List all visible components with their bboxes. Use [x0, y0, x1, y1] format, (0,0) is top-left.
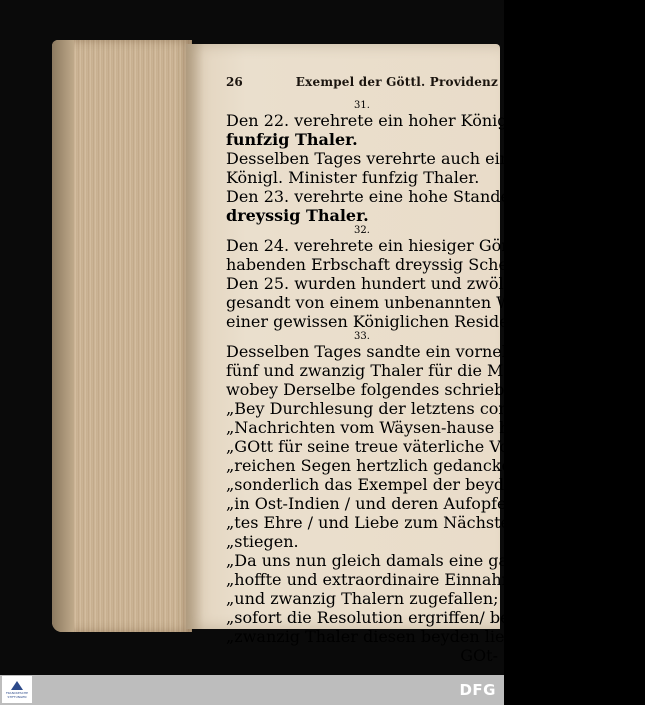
text-line: Den 22. verehrete ein hoher Königl. Minister	[226, 111, 592, 130]
text-line: Den 23. verehrte eine hohe Standes-person	[226, 187, 580, 206]
text-line: Den 25. wurden hundert und zwölf Thaler	[226, 274, 568, 293]
text-line: „tes Ehre / und Liebe zum Nächsten zu Hertzen ge-	[226, 513, 645, 532]
logo-caption: FRANCKESCHE STIFTUNGEN	[5, 690, 29, 699]
text-line: „in Ost-Indien / und deren Aufopferung zu GOt-	[226, 494, 612, 513]
text-line: gesandt von einem unbenannten Wohlthäter aus	[226, 293, 620, 312]
text-line: fünf und zwanzig Thaler für die Missionarien;	[226, 361, 598, 380]
text-line: funfzig Thaler.	[226, 130, 358, 149]
text-line: Desselben Tages sandte ein vornehmer Gönner	[226, 342, 610, 361]
text-line: einer gewissen Königlichen Residentz.	[226, 312, 539, 331]
text-line: Königl. Minister funfzig Thaler.	[226, 168, 480, 187]
text-line: dreyssig Thaler.	[226, 206, 369, 225]
text-line: habenden Erbschaft dreyssig Scheffel Korn.	[226, 255, 584, 274]
text-line: wobey Derselbe folgendes schrieb:	[226, 380, 510, 399]
page-body	[226, 100, 645, 665]
text-line: „Bey Durchlesung der letztens communicirten	[226, 399, 603, 418]
logo-icon	[11, 681, 23, 690]
text-line: „zwanzig Thaler diesen beyden lieben Knechten	[226, 627, 617, 646]
viewer-footer	[0, 675, 504, 705]
text-line: Desselben Tages verehrte auch ein ander hoher	[226, 149, 615, 168]
text-line: „hoffte und extraordinaire Einnahme von fünf	[226, 570, 598, 589]
running-head: Exempel der Göttl. Providenz	[295, 75, 498, 89]
page-number: 26	[226, 75, 243, 89]
section-number: 32.	[354, 225, 370, 236]
text-line: „sonderlich das Exempel der beyden Studiosorum	[226, 475, 633, 494]
section-number: 33.	[354, 331, 370, 342]
text-line: „und zwanzig Thalern zugefallen; so haben wir	[226, 589, 608, 608]
book-page	[186, 44, 645, 665]
text-line: „stiegen.	[226, 532, 299, 551]
text-line: „GOtt für seine treue väterliche Vorsorge und	[226, 437, 598, 456]
dfg-logo[interactable]: DFG	[459, 681, 496, 699]
book-back-cover	[52, 40, 74, 632]
section-number: 31.	[354, 100, 370, 111]
text-line: GOt-	[460, 646, 498, 665]
page-header	[226, 74, 498, 90]
text-line: „reichen Segen hertzlich gedancket: und ist mir	[226, 456, 617, 475]
text-line: „Da uns nun gleich damals eine gantz unver-	[226, 551, 591, 570]
book-page-edges	[52, 40, 192, 632]
text-line: Den 24. verehrete ein hiesiger Gönner bey einer	[226, 236, 620, 255]
institution-logo[interactable]	[2, 676, 32, 703]
text-line: „sofort die Resolution ergriffen/ bemeldte fünf und	[226, 608, 639, 627]
text-line: „Nachrichten vom Wäysen-hause habe billig	[226, 418, 585, 437]
